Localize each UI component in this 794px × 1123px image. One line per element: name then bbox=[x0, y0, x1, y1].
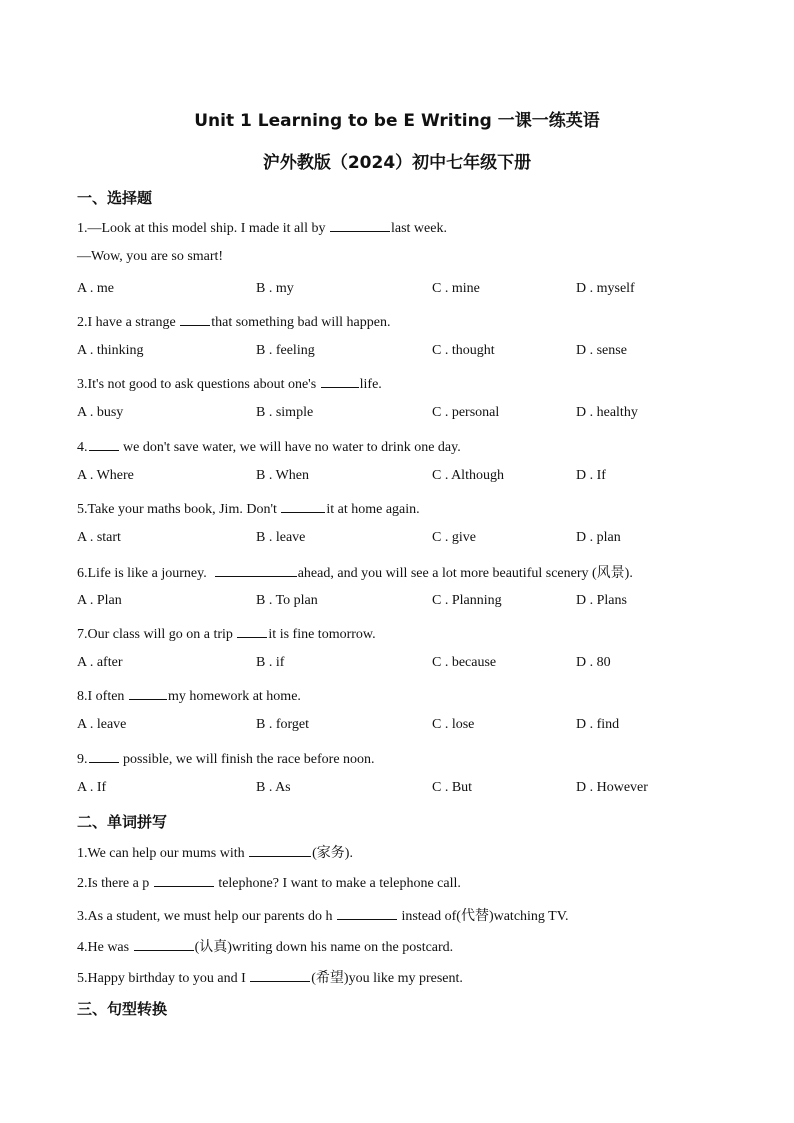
item-text: instead of(代替)watching TV. bbox=[401, 909, 569, 924]
answer-blank[interactable] bbox=[89, 749, 119, 763]
question-1 bbox=[77, 218, 447, 237]
spelling-item-2 bbox=[77, 873, 461, 892]
item-text: 1.We can help our mums with bbox=[77, 846, 245, 861]
spelling-item-4 bbox=[77, 936, 453, 956]
option-a[interactable]: A . If bbox=[77, 780, 107, 795]
option-c[interactable]: C . because bbox=[432, 655, 497, 670]
question-6 bbox=[77, 562, 633, 582]
answer-blank[interactable] bbox=[337, 906, 397, 920]
question-text: we don't save water, we will have no water to drink one day. bbox=[123, 440, 461, 455]
page-subtitle: 沪外教版（2024）初中七年级下册 bbox=[262, 153, 532, 173]
item-text: 4.He was bbox=[77, 940, 130, 955]
question-text: 9. bbox=[77, 752, 88, 767]
question-text: ahead, and you will see a lot more beautiful scenery (风景). bbox=[297, 566, 633, 581]
option-a[interactable]: A . leave bbox=[77, 717, 127, 732]
item-text: (家务). bbox=[312, 846, 353, 861]
answer-blank[interactable] bbox=[180, 312, 210, 326]
option-d[interactable]: D . myself bbox=[576, 281, 635, 296]
answer-blank[interactable] bbox=[330, 218, 390, 232]
item-text: (认真)writing down his name on the postcard. bbox=[194, 940, 454, 955]
answer-blank[interactable] bbox=[154, 873, 214, 887]
question-7 bbox=[77, 624, 376, 643]
question-text: it at home again. bbox=[326, 502, 420, 517]
answer-blank[interactable] bbox=[249, 843, 311, 857]
option-a[interactable]: A . thinking bbox=[77, 343, 144, 358]
option-b[interactable]: B . forget bbox=[256, 717, 310, 732]
question-text: 1.—Look at this model ship. I made it all by bbox=[77, 221, 326, 236]
question-text: last week. bbox=[390, 221, 447, 236]
answer-blank[interactable] bbox=[237, 624, 267, 638]
question-text: possible, we will finish the race before noon. bbox=[123, 752, 375, 767]
option-d[interactable]: D . find bbox=[576, 717, 620, 732]
option-a[interactable]: A . Plan bbox=[77, 593, 122, 608]
question-text: 4. bbox=[77, 440, 88, 455]
answer-blank[interactable] bbox=[134, 937, 194, 951]
question-8 bbox=[77, 686, 301, 705]
item-text: 2.Is there a p bbox=[77, 876, 150, 891]
option-c[interactable]: C . personal bbox=[432, 405, 500, 420]
option-c[interactable]: C . Although bbox=[432, 468, 504, 483]
option-a[interactable]: A . after bbox=[77, 655, 123, 670]
answer-blank[interactable] bbox=[250, 968, 310, 982]
option-b[interactable]: B . simple bbox=[256, 405, 314, 420]
question-text: 5.Take your maths book, Jim. Don't bbox=[77, 502, 277, 517]
option-b[interactable]: B . feeling bbox=[256, 343, 315, 358]
option-b[interactable]: B . my bbox=[256, 281, 294, 296]
question-text: it is fine tomorrow. bbox=[268, 627, 376, 642]
question-2 bbox=[77, 312, 390, 331]
question-text: 6.Life is like a journey. bbox=[77, 566, 207, 581]
answer-blank[interactable] bbox=[89, 437, 119, 451]
item-text: telephone? I want to make a telephone call. bbox=[218, 876, 461, 891]
option-a[interactable]: A . me bbox=[77, 281, 114, 296]
option-c[interactable]: C . thought bbox=[432, 343, 495, 358]
spelling-item-5 bbox=[77, 967, 463, 987]
question-text: 2.I have a strange bbox=[77, 315, 176, 330]
option-a[interactable]: A . Where bbox=[77, 468, 134, 483]
option-d[interactable]: D . Plans bbox=[576, 593, 627, 608]
question-3 bbox=[77, 374, 382, 393]
question-text: 7.Our class will go on a trip bbox=[77, 627, 233, 642]
question-text: 8.I often bbox=[77, 689, 125, 704]
question-text: 3.It's not good to ask questions about one's bbox=[77, 377, 317, 392]
spelling-item-1 bbox=[77, 842, 353, 862]
item-text: 3.As a student, we must help our parents do h bbox=[77, 909, 333, 924]
option-b[interactable]: B . To plan bbox=[256, 593, 318, 608]
option-d[interactable]: D . healthy bbox=[576, 405, 638, 420]
question-4 bbox=[77, 437, 461, 456]
option-d[interactable]: D . If bbox=[576, 468, 606, 483]
option-d[interactable]: D . sense bbox=[576, 343, 627, 358]
option-b[interactable]: B . As bbox=[256, 780, 291, 795]
question-text: life. bbox=[359, 377, 382, 392]
option-b[interactable]: B . When bbox=[256, 468, 310, 483]
spelling-item-3 bbox=[77, 905, 569, 925]
option-c[interactable]: C . But bbox=[432, 780, 473, 795]
question-9 bbox=[77, 749, 375, 768]
answer-blank[interactable] bbox=[215, 563, 297, 577]
answer-blank[interactable] bbox=[281, 499, 325, 513]
item-text: (希望)you like my present. bbox=[311, 971, 463, 986]
answer-blank[interactable] bbox=[321, 374, 359, 388]
option-d[interactable]: D . 80 bbox=[576, 655, 611, 670]
section-heading-choice: 一、选择题 bbox=[77, 189, 153, 207]
question-text: that something bad will happen. bbox=[211, 315, 391, 330]
question-5 bbox=[77, 499, 420, 518]
option-c[interactable]: C . give bbox=[432, 530, 476, 545]
option-d[interactable]: D . plan bbox=[576, 530, 621, 545]
option-a[interactable]: A . busy bbox=[77, 405, 124, 420]
section-heading-spelling: 二、单词拼写 bbox=[77, 813, 168, 831]
option-b[interactable]: B . leave bbox=[256, 530, 306, 545]
section-heading-transform: 三、句型转换 bbox=[77, 1000, 168, 1018]
option-c[interactable]: C . mine bbox=[432, 281, 480, 296]
option-b[interactable]: B . if bbox=[256, 655, 285, 670]
option-d[interactable]: D . However bbox=[576, 780, 648, 795]
option-a[interactable]: A . start bbox=[77, 530, 121, 545]
question-text: my homework at home. bbox=[167, 689, 301, 704]
answer-blank[interactable] bbox=[129, 686, 167, 700]
item-text: 5.Happy birthday to you and I bbox=[77, 971, 246, 986]
option-c[interactable]: C . Planning bbox=[432, 593, 502, 608]
page-title: Unit 1 Learning to be E Writing 一课一练英语 bbox=[194, 111, 600, 131]
option-c[interactable]: C . lose bbox=[432, 717, 475, 732]
question-1-line2: —Wow, you are so smart! bbox=[77, 249, 224, 264]
